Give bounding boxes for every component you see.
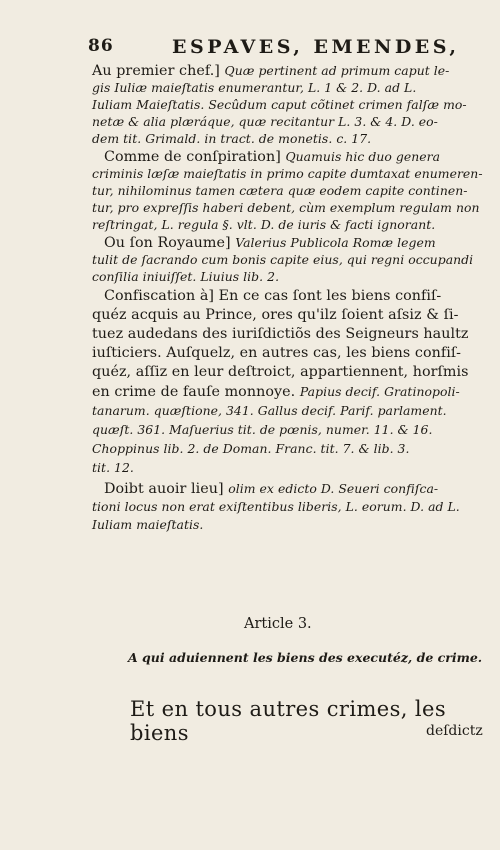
gloss: En ce cas ſont les biens confiſ- — [218, 288, 442, 304]
text-line: tuez audedans des iuriſdictiõs des Seigneurs haultz — [92, 326, 469, 342]
article-heading: Article 3. — [244, 616, 312, 632]
gloss: olim ex edicto D. Seueri confiſca- — [228, 481, 439, 496]
text-line: gis Iuliæ maieſtatis enumerantur, L. 1 & 2. D. ad L. — [92, 80, 417, 95]
text-line — [92, 383, 460, 401]
text-line: iuſticiers. Auſquelz, en autres cas, les biens confiſ- — [92, 345, 462, 361]
text-line: Iuliam Maieſtatis. Secûdum caput cõtinet crimen falſæ mo- — [92, 97, 467, 112]
lemma: Comme de conſpiration] — [104, 149, 286, 165]
text-line: tanarum. quæſtione, 341. Gallus decif. Parif. parlament. — [92, 403, 447, 418]
text-line: Iuliam maieſtatis. — [92, 517, 204, 532]
text-line: quæſt. 361. Maſuerius tit. de pœnis, numer. 11. & 16. — [92, 422, 433, 437]
text-line: tur, nihilominus tamen cætera quæ eodem capite continen- — [92, 183, 468, 198]
text-line: reſtringat, L. regula §. vlt. D. de iuris & facti ignorant. — [92, 217, 436, 232]
text-line: Choppinus lib. 2. de Doman. Franc. tit. 7. & lib. 3. — [92, 441, 410, 456]
text-line: netæ & alia plæráque, quæ recitantur L. 3. & 4. D. eo- — [92, 114, 438, 129]
lemma: Doibt auoir lieu] — [104, 481, 229, 497]
text-line — [104, 288, 441, 305]
catchword: deſdictz — [426, 723, 483, 739]
citation: Papius decif. Gratinopoli- — [299, 384, 460, 399]
text-line: conſilia iniuiſſet. Liuius lib. 2. — [92, 269, 280, 284]
lemma: Ou ſon Royaume] — [104, 235, 236, 251]
text-line: tit. 12. — [92, 460, 134, 475]
next-article-text: Et en tous autres crimes, les biens — [130, 697, 447, 745]
text-line — [104, 234, 436, 252]
text-line: tur, pro expreſſis haberi debent, cùm exemplum regulam non — [92, 200, 480, 215]
text-line — [104, 148, 440, 166]
running-title: ESPAVES, EMENDES, — [172, 36, 460, 58]
text-line: quéz, aſſiz en leur deſtroict, appartiennent, horſmis — [92, 364, 469, 380]
text-fragment: en crime de fauſe monnoye. — [92, 384, 300, 400]
text-line: tioni locus non erat exiſtentibus liberis, L. eorum. D. ad L. — [92, 499, 460, 514]
lemma: Confiscation à] — [104, 288, 219, 304]
page-number: 86 — [88, 36, 114, 56]
text-line: tulit de ſacrando cum bonis capite eius, qui regni occupandi — [92, 252, 474, 267]
text-line: dem tit. Grimald. in tract. de monetis. c. 17. — [92, 131, 372, 146]
text-line: quéz acquis au Prince, ores qu'ilz ſoient aſsiz & ſi- — [92, 307, 459, 323]
gloss: Valerius Publicola Romæ legem — [235, 235, 436, 250]
text-line — [104, 480, 438, 498]
text-line: criminis læſæ maieſtatis in primo capite dumtaxat enumeren- — [92, 166, 483, 181]
text-line — [92, 62, 449, 80]
article-rubric: A qui aduiennent les biens des executéz, de crime. — [128, 650, 483, 665]
lemma: Au premier chef.] — [92, 63, 225, 79]
gloss: Quæ pertinent ad primum caput le- — [224, 63, 450, 78]
page-header — [88, 36, 488, 60]
gloss: Quamuis hic duo genera — [285, 149, 441, 164]
